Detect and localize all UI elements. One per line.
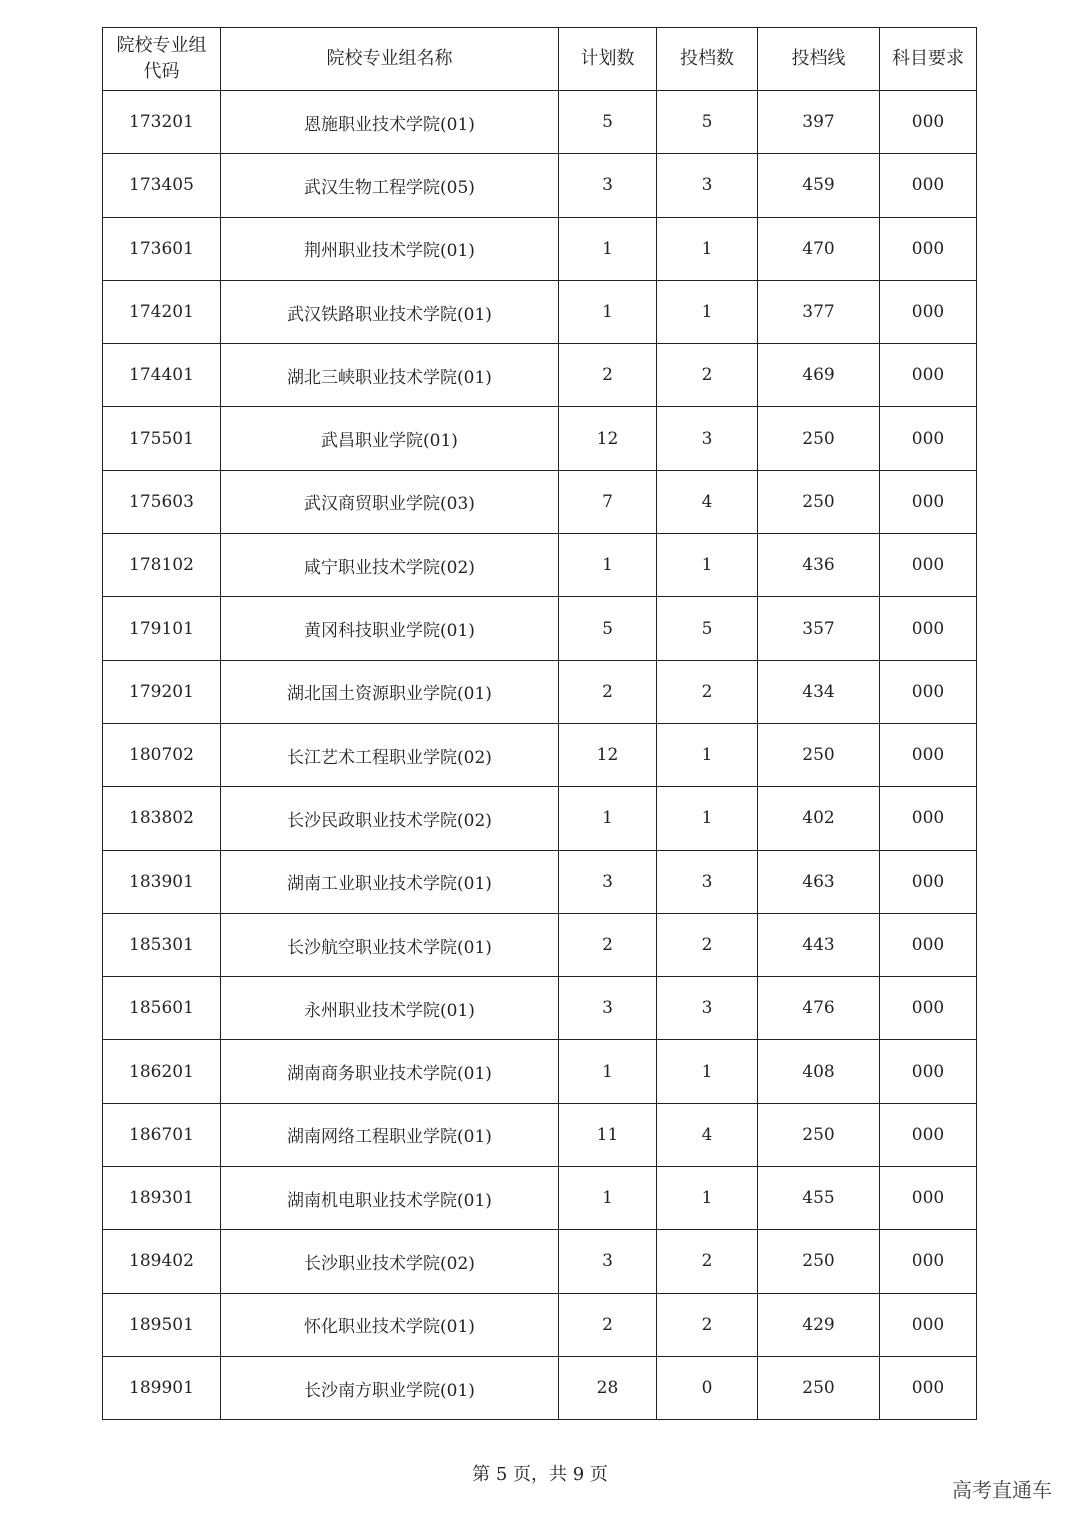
cell-admitted-count: 5 xyxy=(657,91,758,154)
table-row xyxy=(103,344,977,407)
cell-plan-count: 28 xyxy=(559,1356,657,1419)
cell-admitted-count: 2 xyxy=(657,344,758,407)
table-row xyxy=(103,280,977,343)
cell-subject-requirement: 000 xyxy=(880,217,977,280)
table-row xyxy=(103,1040,977,1103)
cell-admitted-count: 3 xyxy=(657,977,758,1040)
table-row xyxy=(103,913,977,976)
cell-admitted-count: 5 xyxy=(657,597,758,660)
table-row xyxy=(103,977,977,1040)
cell-subject-requirement: 000 xyxy=(880,723,977,786)
cell-plan-count: 2 xyxy=(559,344,657,407)
page-number: 第 5 页，共 9 页 xyxy=(472,1464,608,1485)
cell-plan-count: 2 xyxy=(559,1293,657,1356)
table-row xyxy=(103,91,977,154)
cell-admitted-count: 3 xyxy=(657,407,758,470)
cell-group-name: 恩施职业技术学院(01) xyxy=(221,91,559,154)
cell-group-code: 175603 xyxy=(103,470,221,533)
cell-admitted-count: 4 xyxy=(657,470,758,533)
table-row xyxy=(103,660,977,723)
cell-cutoff-score: 429 xyxy=(758,1293,880,1356)
cell-group-name: 湖南工业职业技术学院(01) xyxy=(221,850,559,913)
cell-plan-count: 12 xyxy=(559,407,657,470)
cell-plan-count: 12 xyxy=(559,723,657,786)
cell-admitted-count: 3 xyxy=(657,154,758,217)
cell-subject-requirement: 000 xyxy=(880,913,977,976)
cell-plan-count: 3 xyxy=(559,850,657,913)
cell-group-code: 180702 xyxy=(103,723,221,786)
table-row xyxy=(103,787,977,850)
cell-group-name: 湖南商务职业技术学院(01) xyxy=(221,1040,559,1103)
table-row xyxy=(103,1167,977,1230)
cell-admitted-count: 1 xyxy=(657,787,758,850)
header-subject-requirement: 科目要求 xyxy=(880,28,977,91)
cell-plan-count: 3 xyxy=(559,977,657,1040)
cell-group-code: 186701 xyxy=(103,1103,221,1166)
table-header-row xyxy=(103,28,977,91)
header-cutoff-score: 投档线 xyxy=(758,28,880,91)
cell-group-code: 183901 xyxy=(103,850,221,913)
table-row xyxy=(103,597,977,660)
cell-subject-requirement: 000 xyxy=(880,534,977,597)
cell-cutoff-score: 434 xyxy=(758,660,880,723)
cell-subject-requirement: 000 xyxy=(880,660,977,723)
cell-subject-requirement: 000 xyxy=(880,977,977,1040)
cell-cutoff-score: 250 xyxy=(758,470,880,533)
cell-subject-requirement: 000 xyxy=(880,850,977,913)
cell-group-code: 186201 xyxy=(103,1040,221,1103)
cell-group-code: 178102 xyxy=(103,534,221,597)
table-row xyxy=(103,723,977,786)
cell-cutoff-score: 357 xyxy=(758,597,880,660)
cell-admitted-count: 3 xyxy=(657,850,758,913)
cell-subject-requirement: 000 xyxy=(880,344,977,407)
cell-admitted-count: 1 xyxy=(657,280,758,343)
cell-subject-requirement: 000 xyxy=(880,91,977,154)
cell-plan-count: 3 xyxy=(559,1230,657,1293)
cell-group-code: 174201 xyxy=(103,280,221,343)
cell-admitted-count: 1 xyxy=(657,723,758,786)
cell-admitted-count: 2 xyxy=(657,660,758,723)
cell-admitted-count: 2 xyxy=(657,913,758,976)
cell-plan-count: 1 xyxy=(559,787,657,850)
cell-plan-count: 5 xyxy=(559,91,657,154)
cell-group-code: 185301 xyxy=(103,913,221,976)
cell-plan-count: 5 xyxy=(559,597,657,660)
cell-group-code: 189301 xyxy=(103,1167,221,1230)
cell-cutoff-score: 476 xyxy=(758,977,880,1040)
cell-admitted-count: 1 xyxy=(657,1167,758,1230)
cell-group-name: 荆州职业技术学院(01) xyxy=(221,217,559,280)
cell-group-name: 咸宁职业技术学院(02) xyxy=(221,534,559,597)
cell-cutoff-score: 250 xyxy=(758,1356,880,1419)
table-row xyxy=(103,1103,977,1166)
watermark: 高考直通车 xyxy=(952,1478,1052,1502)
cell-group-name: 怀化职业技术学院(01) xyxy=(221,1293,559,1356)
cell-group-name: 长沙职业技术学院(02) xyxy=(221,1230,559,1293)
cell-cutoff-score: 455 xyxy=(758,1167,880,1230)
cell-subject-requirement: 000 xyxy=(880,407,977,470)
cell-plan-count: 2 xyxy=(559,913,657,976)
cell-subject-requirement: 000 xyxy=(880,280,977,343)
cell-cutoff-score: 470 xyxy=(758,217,880,280)
cell-cutoff-score: 469 xyxy=(758,344,880,407)
cell-cutoff-score: 250 xyxy=(758,1230,880,1293)
cell-admitted-count: 4 xyxy=(657,1103,758,1166)
cell-group-name: 湖南机电职业技术学院(01) xyxy=(221,1167,559,1230)
table-row xyxy=(103,407,977,470)
cell-plan-count: 7 xyxy=(559,470,657,533)
cell-group-code: 189901 xyxy=(103,1356,221,1419)
cell-group-name: 湖北国土资源职业学院(01) xyxy=(221,660,559,723)
cell-admitted-count: 1 xyxy=(657,534,758,597)
cell-cutoff-score: 250 xyxy=(758,723,880,786)
cell-group-code: 185601 xyxy=(103,977,221,1040)
cell-subject-requirement: 000 xyxy=(880,597,977,660)
table-row xyxy=(103,850,977,913)
cell-subject-requirement: 000 xyxy=(880,1230,977,1293)
cell-group-code: 173405 xyxy=(103,154,221,217)
table-row xyxy=(103,1293,977,1356)
cell-subject-requirement: 000 xyxy=(880,1167,977,1230)
table-row xyxy=(103,217,977,280)
cell-plan-count: 1 xyxy=(559,1040,657,1103)
cell-plan-count: 1 xyxy=(559,217,657,280)
cell-subject-requirement: 000 xyxy=(880,1293,977,1356)
cell-cutoff-score: 250 xyxy=(758,407,880,470)
cell-subject-requirement: 000 xyxy=(880,787,977,850)
cell-subject-requirement: 000 xyxy=(880,1040,977,1103)
cell-cutoff-score: 402 xyxy=(758,787,880,850)
cell-group-code: 174401 xyxy=(103,344,221,407)
cell-group-name: 武昌职业学院(01) xyxy=(221,407,559,470)
cell-group-code: 189501 xyxy=(103,1293,221,1356)
cell-admitted-count: 2 xyxy=(657,1293,758,1356)
cell-cutoff-score: 408 xyxy=(758,1040,880,1103)
cell-cutoff-score: 443 xyxy=(758,913,880,976)
cell-group-name: 永州职业技术学院(01) xyxy=(221,977,559,1040)
cell-group-code: 179201 xyxy=(103,660,221,723)
cell-admitted-count: 0 xyxy=(657,1356,758,1419)
cell-group-code: 175501 xyxy=(103,407,221,470)
cell-subject-requirement: 000 xyxy=(880,1356,977,1419)
cell-subject-requirement: 000 xyxy=(880,1103,977,1166)
cell-admitted-count: 2 xyxy=(657,1230,758,1293)
cell-group-name: 长沙南方职业学院(01) xyxy=(221,1356,559,1419)
cell-group-code: 189402 xyxy=(103,1230,221,1293)
cell-group-name: 武汉商贸职业学院(03) xyxy=(221,470,559,533)
table-row xyxy=(103,1356,977,1419)
cell-cutoff-score: 250 xyxy=(758,1103,880,1166)
table-row xyxy=(103,534,977,597)
cell-group-name: 长沙民政职业技术学院(02) xyxy=(221,787,559,850)
cell-cutoff-score: 459 xyxy=(758,154,880,217)
cell-group-name: 黄冈科技职业学院(01) xyxy=(221,597,559,660)
cell-group-code: 183802 xyxy=(103,787,221,850)
cell-admitted-count: 1 xyxy=(657,1040,758,1103)
cell-plan-count: 1 xyxy=(559,534,657,597)
cell-plan-count: 11 xyxy=(559,1103,657,1166)
cell-group-name: 湖北三峡职业技术学院(01) xyxy=(221,344,559,407)
cell-group-code: 173201 xyxy=(103,91,221,154)
cell-cutoff-score: 397 xyxy=(758,91,880,154)
table-row xyxy=(103,154,977,217)
cell-group-name: 湖南网络工程职业学院(01) xyxy=(221,1103,559,1166)
cell-cutoff-score: 436 xyxy=(758,534,880,597)
cell-plan-count: 3 xyxy=(559,154,657,217)
cell-group-name: 长沙航空职业技术学院(01) xyxy=(221,913,559,976)
cell-group-name: 武汉生物工程学院(05) xyxy=(221,154,559,217)
table-body xyxy=(103,91,977,1420)
cell-subject-requirement: 000 xyxy=(880,154,977,217)
cell-cutoff-score: 377 xyxy=(758,280,880,343)
cell-group-code: 173601 xyxy=(103,217,221,280)
cell-subject-requirement: 000 xyxy=(880,470,977,533)
cell-plan-count: 1 xyxy=(559,1167,657,1230)
cell-group-code: 179101 xyxy=(103,597,221,660)
admission-table xyxy=(102,27,977,1420)
cell-plan-count: 1 xyxy=(559,280,657,343)
cell-group-name: 长江艺术工程职业学院(02) xyxy=(221,723,559,786)
header-plan-count: 计划数 xyxy=(559,28,657,91)
table-row xyxy=(103,470,977,533)
cell-group-name: 武汉铁路职业技术学院(01) xyxy=(221,280,559,343)
header-group-code: 院校专业组代码 xyxy=(103,28,221,91)
header-admitted-count: 投档数 xyxy=(657,28,758,91)
cell-admitted-count: 1 xyxy=(657,217,758,280)
cell-plan-count: 2 xyxy=(559,660,657,723)
cell-cutoff-score: 463 xyxy=(758,850,880,913)
header-group-name: 院校专业组名称 xyxy=(221,28,559,91)
table-row xyxy=(103,1230,977,1293)
